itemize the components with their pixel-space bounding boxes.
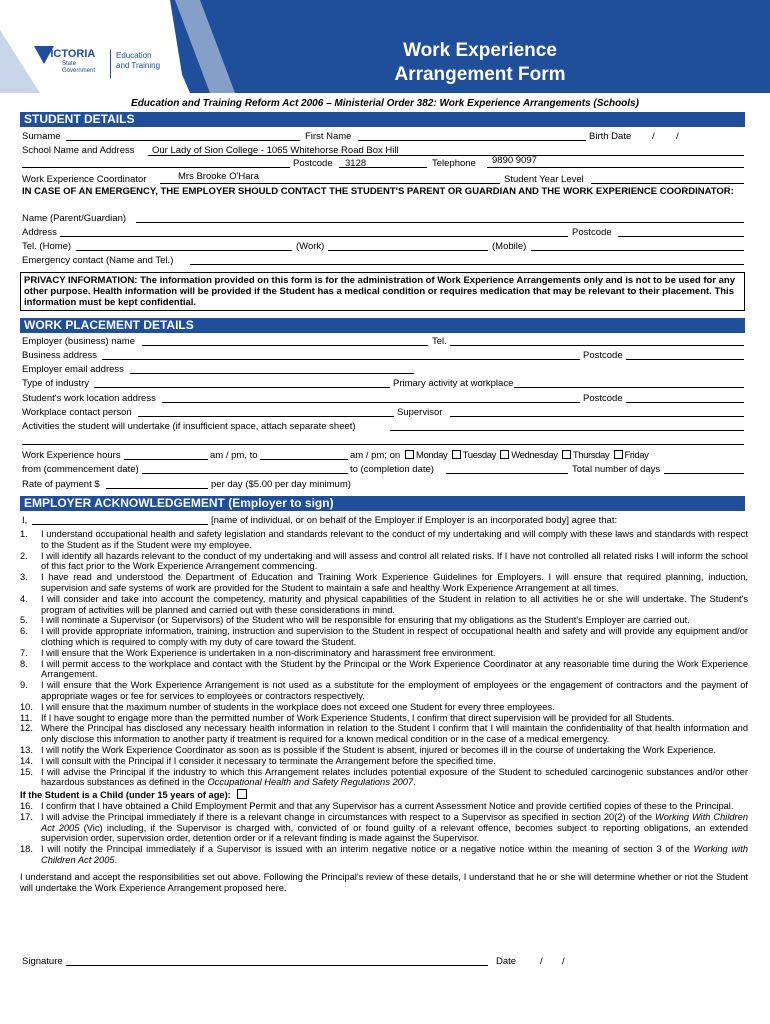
list-item: 9. I will ensure that the Work Experience Arrangement is not used as a substitute for the employment of employees or the engagement of contractors and the payment of appropriate wages or fee for services to employees or contractors respectively.: [20, 680, 748, 701]
dept-line1: Education: [116, 51, 152, 60]
list-item: 2. I will identify all hazards relevant to the conduct of my undertaking and will assess and control all related risks. If I have not controlled all related risks I will inform the school of this fact prior to the Work Experience Arrangement commencing.: [20, 550, 748, 572]
school-field-line2[interactable]: [22, 167, 290, 168]
ack-heading: EMPLOYER ACKNOWLEDGEMENT (Employer to sign): [20, 496, 745, 511]
work-location-postcode-label: Postcode: [583, 393, 623, 404]
wednesday-label: Wednesday: [511, 450, 558, 461]
tel-home-field[interactable]: [76, 250, 292, 251]
days-checkboxes: [403, 450, 649, 461]
year-level-label: Student Year Level: [504, 174, 584, 185]
total-days-label: Total number of days: [572, 464, 661, 475]
parent-name-field[interactable]: [136, 222, 744, 223]
list-item: 14. I will consult with the Principal if I consider it necessary to terminate the Arrangement before the specified time.: [20, 755, 496, 766]
coordinator-field[interactable]: [160, 183, 500, 184]
address-postcode-field[interactable]: [618, 236, 744, 237]
per-day-label: per day ($5.00 per day minimum): [211, 479, 351, 490]
address-postcode-label: Postcode: [572, 227, 612, 238]
child-checkbox[interactable]: [237, 789, 247, 799]
business-postcode-field[interactable]: [626, 359, 744, 360]
signature-field[interactable]: [66, 965, 488, 966]
telephone-field[interactable]: [487, 167, 744, 168]
student-details-heading: STUDENT DETAILS: [20, 112, 745, 127]
tel-mobile-field[interactable]: [531, 250, 744, 251]
list-item: 3. I have read and understood the Department of Education and Training Work Experience Guidelines for Employers. I will ensure that required planning, induction, supervision and safe systems of work are provided for the Student to maintain a safe and healthy Work Experience Arrangement at all times.: [20, 572, 748, 593]
industry-type-field[interactable]: [94, 387, 390, 388]
date-slash: /: [562, 956, 565, 967]
coordinator-value: Mrs Brooke O'Hara: [178, 171, 260, 182]
industry-type-label: Type of industry: [22, 378, 90, 389]
business-address-field[interactable]: [102, 359, 580, 360]
hours-from-field[interactable]: [124, 459, 208, 460]
work-location-field[interactable]: [162, 402, 580, 403]
supervisor-label: Supervisor: [397, 407, 443, 418]
closing-statement: I understand and accept the responsibilities set out above. Following the Principal's review of these details, I understand that he or she will determine whether or not the Student will undertake the Work Experience Arrangement proposed here.: [20, 871, 748, 893]
hours-label: Work Experience hours: [22, 450, 121, 461]
year-level-field[interactable]: [591, 183, 744, 184]
telephone-label: Telephone: [432, 158, 476, 169]
ack-list: [20, 529, 748, 893]
work-location-postcode-field[interactable]: [626, 402, 744, 403]
business-postcode-label: Postcode: [583, 350, 623, 361]
logo-sub2: Government: [62, 68, 96, 74]
coordinator-label: Work Experience Coordinator: [22, 174, 147, 185]
wednesday-checkbox[interactable]: [500, 450, 509, 459]
to-date-label: to (completion date): [350, 464, 434, 475]
placement-heading: WORK PLACEMENT DETAILS: [20, 318, 745, 333]
thursday-label: Thursday: [572, 450, 610, 461]
friday-label: Friday: [624, 450, 649, 461]
address-label: Address: [22, 227, 57, 238]
postcode-label: Postcode: [293, 158, 333, 169]
signature-label: Signature: [22, 956, 63, 967]
ampm-on-label: am / pm; on: [350, 450, 401, 461]
contact-person-label: Workplace contact person: [22, 407, 132, 418]
privacy-notice: PRIVACY INFORMATION: The information provided on this form is for the administration of Work Experience Arrangements only and is not to be used for any other purpose. Health information will be provided if the Student has a medical condition or requires medication that may be relevant to their placement. This information must be kept confidential.: [20, 272, 745, 311]
ack-intro-text: [name of individual, or on behalf of the Employer if Employer is an incorporated body] agree that:: [211, 515, 618, 526]
work-location-label: Student's work location address: [22, 393, 156, 404]
list-item: 18. I will notify the Principal immediately if a Supervisor is issued with an interim negative notice or a negative notice within the meaning of section 3 of the Working with Children Act 2005.: [20, 844, 749, 865]
address-field[interactable]: [60, 236, 568, 237]
school-label: School Name and Address: [22, 145, 135, 156]
business-address-label: Business address: [22, 350, 97, 361]
emergency-notice: IN CASE OF AN EMERGENCY, THE EMPLOYER SHOULD CONTACT THE STUDENT'S PARENT OR GUARDIAN AND THE WORK EXPERIENCE COORDINATOR:: [22, 186, 734, 197]
school-value: Our Lady of Sion College - 1065 Whitehorse Road Box Hill: [152, 145, 399, 156]
list-item: 8. I will permit access to the workplace and contact with the Student by the Principal or the Work Experience Coordinator at any reasonable time during the Work Experience Arrangement.: [20, 658, 748, 680]
from-date-field[interactable]: [142, 473, 348, 474]
ampm-to-label: am / pm, to: [210, 450, 258, 461]
activities-field[interactable]: [390, 430, 744, 431]
employer-email-label: Employer email address: [22, 364, 124, 375]
primary-activity-label: Primary activity at workplace: [393, 378, 514, 389]
page-subtitle: Education and Training Reform Act 2006 – Ministerial Order 382: Work Experience Arrangements (Schools): [131, 98, 639, 109]
list-item: 10. I will ensure that the maximum number of students in the workplace does not exceed one Student for every three employees.: [20, 701, 555, 712]
ack-intro-i: I,: [22, 515, 28, 526]
list-item: 13. I will notify the Work Experience Coordinator as soon as is possible if the Student is absent, injured or becomes ill in the course of undertaking the Work Experience.: [20, 744, 717, 755]
tuesday-label: Tuesday: [462, 450, 496, 461]
list-item: 7. I will ensure that the Work Experience is undertaken in a non-discriminatory and harassment free environment.: [20, 647, 496, 658]
monday-checkbox[interactable]: [405, 450, 414, 459]
employer-email-field[interactable]: [130, 373, 414, 374]
birth-date-slash: /: [676, 131, 679, 142]
tel-mobile-label: (Mobile): [492, 241, 527, 252]
page-title-line2: Arrangement Form: [394, 64, 566, 85]
total-days-field[interactable]: [664, 473, 744, 474]
contact-person-field[interactable]: [138, 416, 394, 417]
rate-label: Rate of payment $: [22, 479, 100, 490]
monday-label: Monday: [416, 450, 448, 461]
list-item: 15. I will advise the Principal if the industry to which this Arrangement relates includes potential exposure of the Student to scheduled carcinogenic substances and/or other hazardous substances as defined in the Occupational Health and Safety Regulations 2007.: [20, 766, 748, 788]
friday-checkbox[interactable]: [614, 450, 623, 459]
list-item: 5. I will nominate a Supervisor (or Supervisors) of the Student who will be responsible for ensuring that my obligations as the Student's Employer are carried out.: [20, 615, 690, 626]
thursday-checkbox[interactable]: [562, 450, 571, 459]
victoria-logo: [34, 46, 106, 82]
telephone-value: 9890 9097: [492, 155, 537, 166]
surname-field[interactable]: [66, 140, 300, 141]
tel-work-field[interactable]: [328, 250, 488, 251]
tuesday-checkbox[interactable]: [452, 450, 461, 459]
list-item: 12. Where the Principal has disclosed any necessary health information in relation to the Student I confirm that I will maintain the confidentiality of that health information and only disclose this information to another party if treatment is required for a known medical condition or in the case of a medical emergency.: [20, 723, 748, 745]
birth-date-label: Birth Date: [589, 131, 632, 142]
tel-work-label: (Work): [296, 241, 325, 252]
primary-activity-field[interactable]: [514, 387, 744, 388]
logo-text: VICTORIA: [43, 48, 96, 60]
activities-label: Activities the student will undertake (if insufficient space, attach separate sheet): [22, 421, 356, 432]
to-date-field[interactable]: [446, 473, 568, 474]
emergency-contact-field[interactable]: [190, 264, 744, 265]
logo-divider: [110, 50, 111, 78]
list-item: 4. I will consider and take into account the competency, maturity and physical capabilities of the Student in relation to all activities he or she will undertake. The Student's program of activities will be planned and carried out with these considerations in mind.: [20, 593, 748, 615]
emergency-contact-label: Emergency contact (Name and Tel.): [22, 255, 174, 266]
child-heading: If the Student is a Child (under 15 years of age):: [20, 789, 748, 801]
activities-field-line2[interactable]: [22, 444, 744, 445]
hours-to-field[interactable]: [260, 459, 348, 460]
first-name-field[interactable]: [358, 140, 586, 141]
employer-name-label: Employer (business) name: [22, 336, 135, 347]
list-item: 11. If I have sought to engage more than the permitted number of Work Experience Students, I confirm that direct supervision will be provided for all Students.: [20, 712, 675, 723]
page-title: Work Experience: [403, 40, 557, 61]
dept-line2: and Training: [116, 61, 161, 70]
rate-field[interactable]: [106, 488, 208, 489]
birth-date-slash: /: [652, 131, 655, 142]
surname-label: Surname: [22, 131, 61, 142]
list-item: 6. I will provide appropriate information, training, instruction and supervision to the Student in respect of occupational health and safety and will provide any equipment and/or clothing which is required to comply with my duty of care toward the Student.: [20, 626, 748, 647]
supervisor-field[interactable]: [450, 416, 744, 417]
list-item: 1. I understand occupational health and safety legislation and standards relevant to the conduct of my undertaking and will comply with these laws and standards with respect to the Student as if the Student were my employee.: [20, 529, 748, 550]
date-slash: /: [540, 956, 543, 967]
first-name-label: First Name: [305, 131, 352, 142]
logo-sub1: State: [62, 61, 77, 67]
tel-home-label: Tel. (Home): [22, 241, 72, 252]
date-label: Date: [496, 956, 517, 967]
postcode-value: 3128: [345, 158, 367, 169]
employer-tel-label: Tel.: [432, 336, 447, 347]
from-date-label: from (commencement date): [22, 464, 139, 475]
employer-name-field[interactable]: [142, 345, 428, 346]
list-item: 17. I will advise the Principal immediately if there is a relevant change in circumstances with respect to a Supervisor as specified in section 20(2) of the Working With Children Act 2005 (Vic) including, if the Supervisor is charged with, convicted of or found guilty of a relevant offence, becomes subject to reporting obligations, an extended supervision order, supervision order, detention order or if a relevant finding is made against the Supervisor.: [20, 811, 748, 844]
list-item: 16. I confirm that I have obtained a Child Employment Permit and that any Supervisor has a current Assessment Notice and provide certified copies of these to the Principal.: [20, 800, 734, 811]
parent-name-label: Name (Parent/Guardian): [22, 213, 127, 224]
ack-name-field[interactable]: [32, 524, 208, 525]
employer-tel-field[interactable]: [450, 345, 744, 346]
